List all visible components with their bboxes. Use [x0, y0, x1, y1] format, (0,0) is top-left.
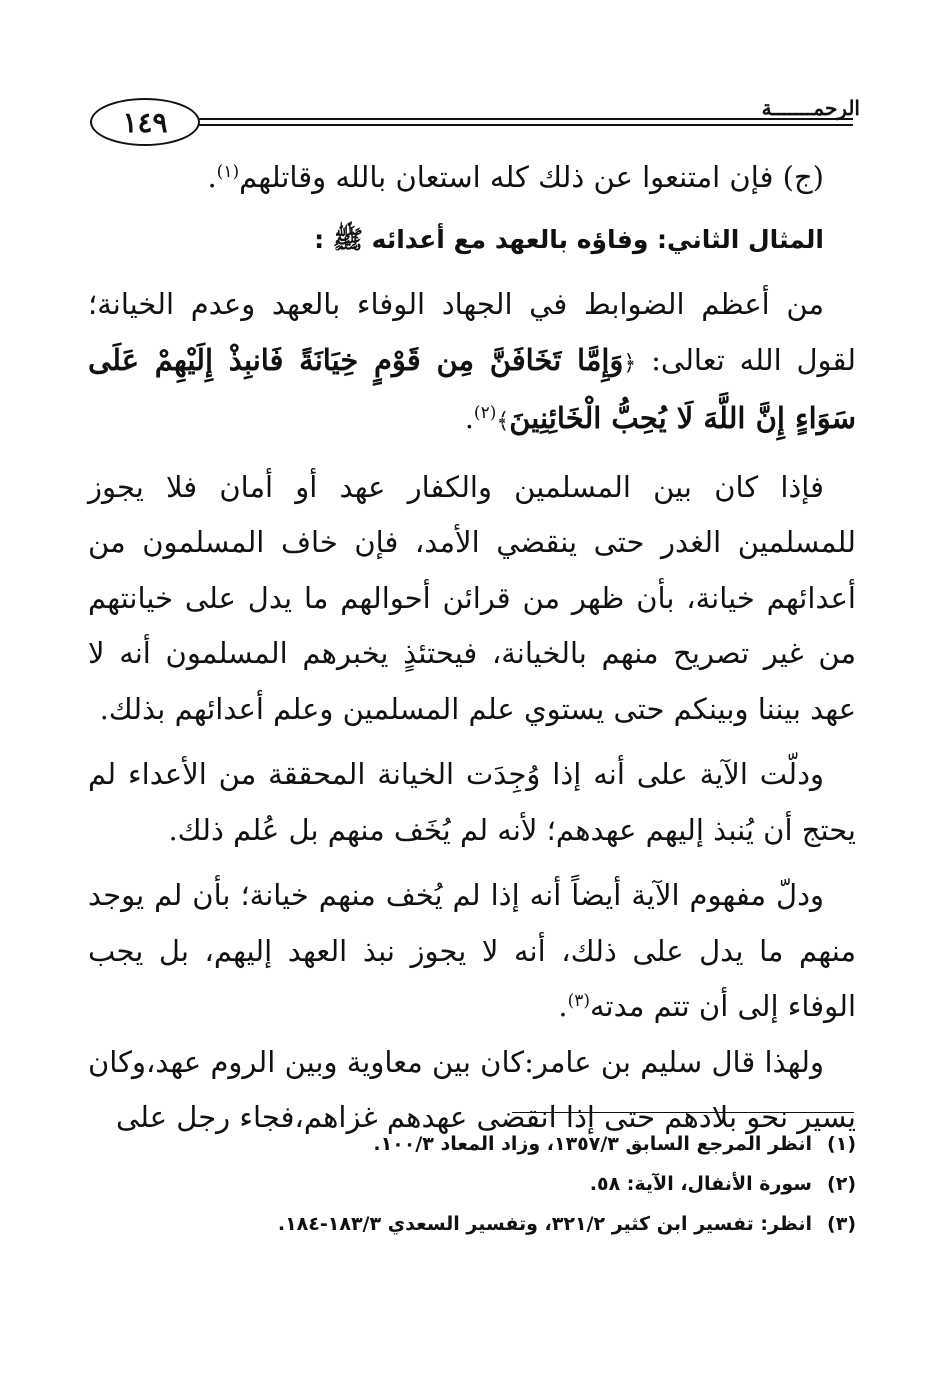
paragraph-3: فإذا كان بين المسلمين والكفار عهد أو أمان فلا يجوز للمسلمين الغدر حتى ينقضي الأمد، فإن خاف المسلمون من أعدائهم خيانة، بأن ظهر من قرائن أحوالهم ما يدل على خيانتهم من غير تصريح منهم بالخيانة، فيحتئذٍ يخبرهم المسلمون أنه لا عهد بيننا وبينكم حتى يستوي علم المسلمين وعلم أعدائهم بذلك. — [88, 469, 856, 726]
footnote-ref-2: (٢) — [473, 403, 497, 423]
quran-open-bracket: ﴿ — [623, 350, 637, 376]
footnote-text: انظر المرجع السابق ١٣٥٧/٣، وزاد المعاد ١٠٠/٣. — [373, 1133, 812, 1155]
footnote-item — [88, 1124, 856, 1164]
running-title: الرحمـــــــة — [761, 96, 860, 120]
footnote-item — [88, 1204, 856, 1244]
paragraph-5: ودلّ مفهوم الآية أيضاً أنه إذا لم يُخف منهم خيانة؛ بأن لم يوجد منهم ما يدل على ذلك، أنه لا يجوز نبذ العهد إليهم، بل يجب الوفاء إلى أن تتم مدته$^{(٣)}$. — [88, 878, 856, 1023]
header-rule — [198, 118, 853, 120]
footnotes — [88, 1124, 856, 1244]
paragraph-2-intro: من أعظم الضوابط في الجهاد الوفاء بالعهد وعدم الخيانة؛ لقول الله تعالى: — [88, 287, 857, 377]
paragraph-5-text: ودلّ مفهوم الآية أيضاً أنه إذا لم يُخف منهم خيانة؛ بأن لم يوجد منهم ما يدل على ذلك، أنه لا يجوز نبذ العهد إليهم، بل يجب الوفاء إلى أن تتم مدته — [88, 878, 856, 1023]
quran-close-bracket: ﴾ — [496, 409, 510, 434]
paragraph-4: ودلّت الآية على أنه إذا وُجِدَت الخيانة المحققة من الأعداء لم يحتج أن يُنبذ إليهم عهدهم؛ لأنه لم يُخَف منهم بل عُلم ذلك. — [88, 757, 856, 847]
footnote-ref-3: (٣) — [567, 991, 590, 1011]
body-text — [88, 150, 856, 1146]
footnote-number: (١) — [827, 1133, 856, 1155]
page-number: ١٤٩ — [90, 98, 200, 146]
paragraph-2: من أعظم الضوابط في الجهاد الوفاء بالعهد وعدم الخيانة؛ لقول الله تعالى: ﴿وَإِمَّا تَخَافَنَّ مِن قَوْمٍ خِيَانَةً فَانبِذْ إِلَيْهِمْ عَلَى سَوَاءٍ إِنَّ اللَّهَ لَا يُحِبُّ الْخَائِنِينَ﴾$^{(٢)}$. — [88, 287, 857, 435]
footnote-number: (٢) — [827, 1173, 856, 1195]
footnote-text: انظر: تفسير ابن كثير ٣٢١/٢، وتفسير السعدي ١٨٣/٣-١٨٤. — [277, 1213, 812, 1235]
paragraph-1-text: (ج) فإن امتنعوا عن ذلك كله استعان بالله وقاتلهم — [239, 160, 824, 194]
footnote-ref-1: (١) — [216, 162, 240, 182]
quran-verse: وَإِمَّا تَخَافَنَّ مِن قَوْمٍ خِيَانَةً فَانبِذْ إِلَيْهِمْ عَلَى سَوَاءٍ إِنَّ اللَّهَ لَا يُحِبُّ الْخَائِنِينَ — [88, 342, 856, 435]
paragraph-6: ولهذا قال سليم بن عامر:كان بين معاوية وبين الروم عهد،وكان يسير نحو بلادهم حتى إذا انقضى عهدهم غزاهم،فجاء رجل على — [88, 1044, 856, 1134]
footnote-separator — [512, 1112, 854, 1113]
section-heading: المثال الثاني: وفاؤه بالعهد مع أعدائه ﷺ : — [314, 224, 824, 254]
footnote-text: سورة الأنفال، الآية: ٥٨. — [589, 1173, 812, 1195]
header-rule-double — [198, 124, 853, 126]
paragraph-1: (ج) فإن امتنعوا عن ذلك كله استعان بالله وقاتلهم$^{(١)}$. — [207, 160, 824, 194]
footnote-item — [88, 1164, 856, 1204]
footnote-number: (٣) — [827, 1213, 856, 1235]
